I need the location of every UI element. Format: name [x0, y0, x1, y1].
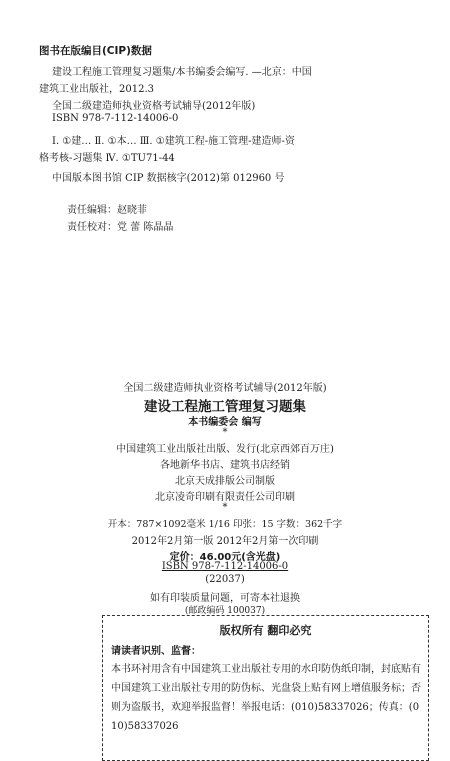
copyright-notice-box	[102, 615, 429, 761]
cip-line: 格考核-习题集 Ⅳ. ①TU71-44	[39, 153, 175, 164]
publisher-line: 中国建筑工业出版社出版、发行(北京西郊百万庄)	[116, 444, 334, 455]
cip-line: ISBN 978-7-112-14006-0	[52, 113, 179, 124]
responsible-proofreader: 责任校对：党 蕾 陈晶晶	[67, 222, 174, 233]
cip-line: Ⅰ. ①建… Ⅱ. ①本… Ⅲ. ①建筑工程-施工管理-建造师-资	[52, 136, 295, 147]
cip-line: 中国版本图书馆 CIP 数据核字(2012)第 012960 号	[52, 173, 285, 184]
book-title: 建设工程施工管理复习题集	[144, 399, 306, 415]
typesetter-line: 北京天成排版公司制版	[175, 476, 275, 487]
price-line: 定价：46.00元(含光盘)	[169, 552, 281, 563]
edition-line: 2012年2月第一版 2012年2月第一次印刷	[131, 536, 319, 547]
cip-line: 建筑工业出版社，2012.3	[39, 84, 154, 95]
cip-line: 建设工程施工管理复习题集/本书编委会编写. —北京：中国	[52, 67, 312, 78]
catalog-code: (22037)	[205, 574, 245, 585]
cip-line: 全国二级建造师执业资格考试辅导(2012年版)	[52, 101, 256, 112]
notice-body: 本书环衬用含有中国建筑工业出版社专用的水印防伪纸印制，封底贴有中国建筑工业出版社专用的防伪标、光盘袋上贴有网上增值服务标；否则为盗版书，欢迎举报监督！举报电话：(010)58337026；传真：(010)58337026	[111, 664, 421, 732]
postcode-line: (邮政编码 100037)	[184, 606, 266, 616]
returns-line: 如有印装质量问题，可寄本社退换	[150, 593, 300, 604]
notice-intro: 请读者识别、监督：	[111, 646, 201, 657]
separator-star: *	[222, 427, 228, 438]
copyright-heading: 版权所有 翻印必究	[219, 624, 312, 637]
distributor-line: 各地新华书店、建筑书店经销	[160, 460, 290, 471]
author-line: 本书编委会 编写	[188, 417, 262, 428]
printer-line: 北京凌奇印刷有限责任公司印刷	[155, 492, 295, 503]
cip-heading: 图书在版编目(CIP)数据	[39, 45, 152, 57]
series-title: 全国二级建造师执业资格考试辅导(2012年版)	[123, 383, 327, 394]
responsible-editor: 责任编辑：赵晓菲	[67, 205, 147, 216]
format-line: 开本：787×1092毫米 1/16 印张：15 字数：362千字	[107, 519, 343, 530]
separator-star: *	[222, 502, 228, 513]
isbn-line: ISBN 978-7-112-14006-0	[161, 561, 289, 572]
